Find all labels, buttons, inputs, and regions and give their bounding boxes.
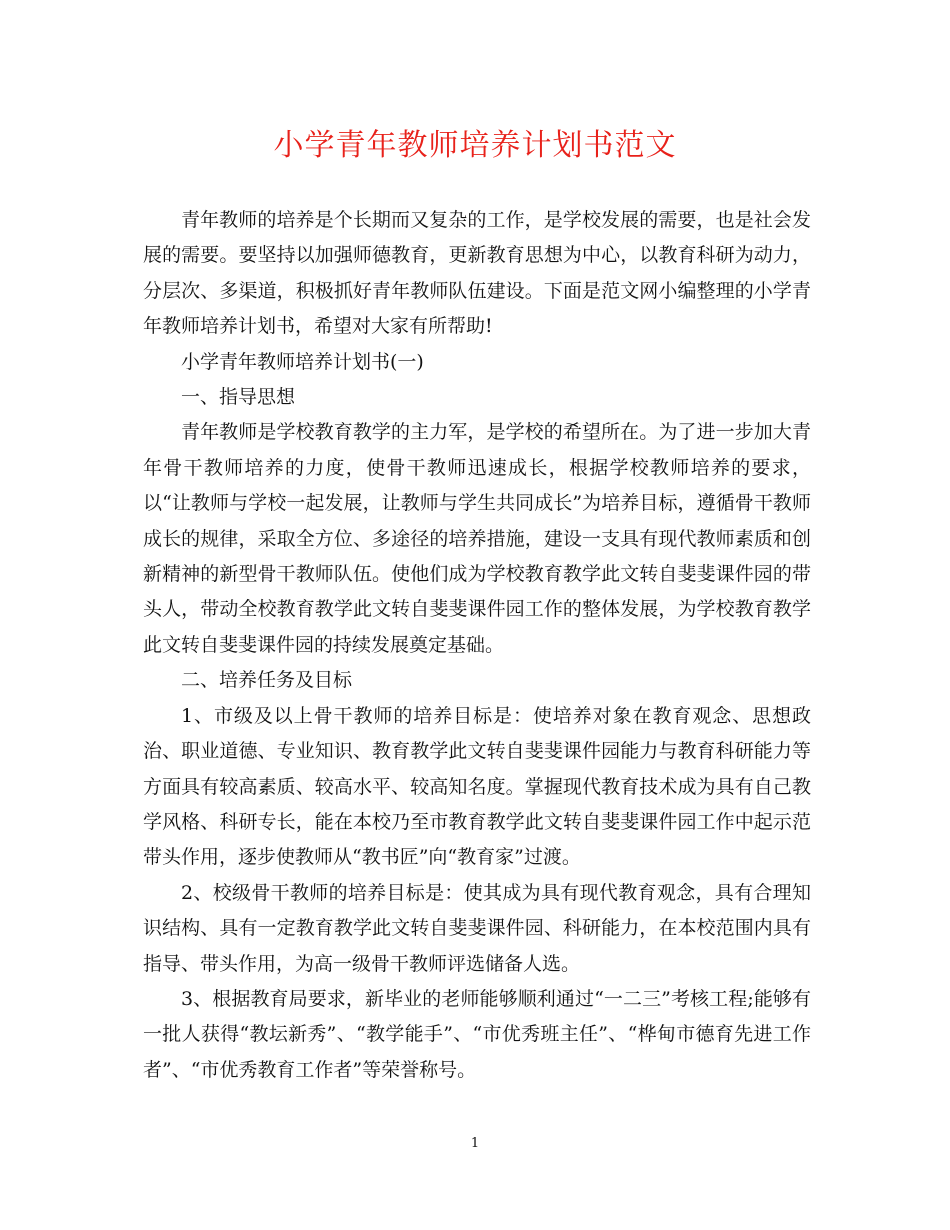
heading-guiding-ideology: 一、指导思想 [181, 386, 296, 409]
paragraph-goal-2: 2、校级骨干教师的培养目标是：使其成为具有现代教育观念，具有合理知识结构、具有一定教育教学此文转自斐斐课件园、科研能力，在本校范围内具有指导、带头作用，为高一级骨干教师评选储备人选。 [143, 881, 811, 975]
paragraph-intro: 青年教师的培养是个长期而又复杂的工作，是学校发展的需要，也是社会发展的需要。要坚持以加强师德教育，更新教育思想为中心，以教育科研为动力，分层次、多渠道，积极抓好青年教师队伍建设。下面是范文网小编整理的小学青年教师培养计划书，希望对大家有所帮助! [143, 209, 811, 338]
paragraph-goal-3: 3、根据教育局要求，新毕业的老师能够顺利通过“一二三”考核工程;能够有一批人获得“教坛新秀”、“教学能手”、“市优秀班主任”、“桦甸市德育先进工作者”、“市优秀教育工作者”等荣誉称号。 [143, 987, 811, 1081]
page-number: 1 [470, 1136, 480, 1151]
paragraph-subtitle: 小学青年教师培养计划书(一) [181, 350, 424, 373]
heading-tasks-and-goals: 二、培养任务及目标 [181, 669, 353, 692]
document-title: 小学青年教师培养计划书范文 [273, 128, 677, 163]
paragraph-guiding-ideology: 青年教师是学校教育教学的主力军，是学校的希望所在。为了进一步加大青年骨干教师培养的力度，使骨干教师迅速成长，根据学校教师培养的要求，以“让教师与学校一起发展，让教师与学生共同成长”为培养目标，遵循骨干教师成长的规律，采取全方位、多途径的培养措施，建设一支具有现代教师素质和创新精神的新型骨干教师队伍。使他们成为学校教育教学此文转自斐斐课件园的带头人，带动全校教育教学此文转自斐斐课件园工作的整体发展，为学校教育教学此文转自斐斐课件园的持续发展奠定基础。 [143, 421, 811, 656]
document-body [143, 203, 811, 1088]
paragraph-goal-1: 1、市级及以上骨干教师的培养目标是：使培养对象在教育观念、思想政治、职业道德、专业知识、教育教学此文转自斐斐课件园能力与教育科研能力等方面具有较高素质、较高水平、较高知名度。掌握现代教育技术成为具有自己教学风格、科研专长，能在本校乃至市教育教学此文转自斐斐课件园工作中起示范带头作用，逐步使教师从“教书匠”向“教育家”过渡。 [143, 704, 811, 869]
